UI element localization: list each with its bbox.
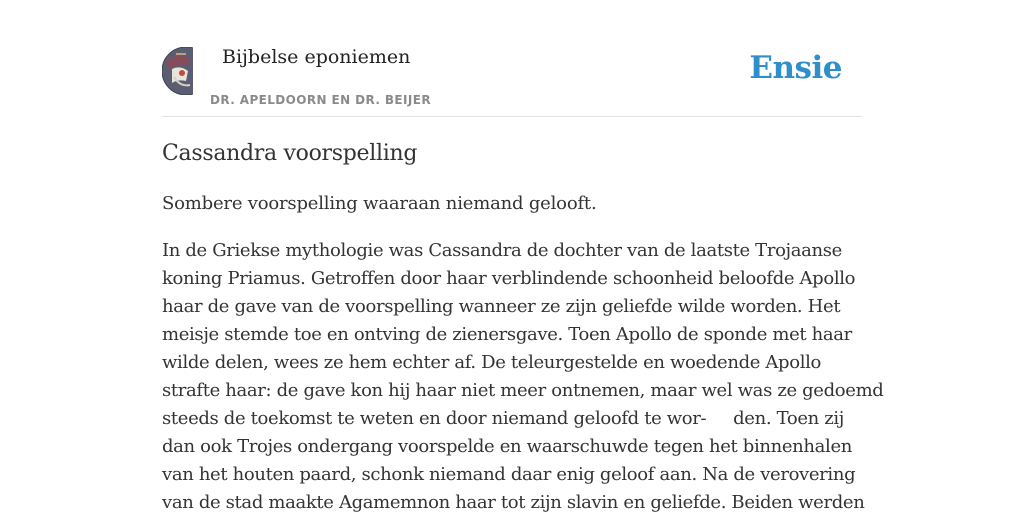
- ensie-logo[interactable]: Ensie: [749, 50, 842, 86]
- source-header: [162, 44, 862, 117]
- body-line: haar de gave van de voorspelling wanneer ze zijn geliefde wilde worden. Het: [162, 296, 841, 317]
- body-line: In de Griekse mythologie was Cassandra de dochter van de laatste Trojaanse: [162, 240, 842, 261]
- body-line: wilde delen, wees ze hem echter af. De teleurgestelde en woedende Apollo: [162, 352, 822, 373]
- body-line: van het houten paard, schonk niemand daar enig geloof aan. Na de verovering: [162, 464, 856, 485]
- book-cover-icon: [162, 47, 193, 95]
- body-line: koning Priamus. Getroffen door haar verblindende schoonheid beloofde Apollo: [162, 268, 856, 289]
- body-line: meisje stemde toe en ontving de zienersgave. Toen Apollo de sponde met haar: [162, 324, 852, 345]
- entry-body: [162, 237, 884, 512]
- body-line: steeds de toekomst te weten en door niemand geloofd te wor- den. Toen zij: [162, 408, 845, 429]
- body-line: strafte haar: de gave kon hij haar niet meer ontnemen, maar wel was ze gedoemd: [162, 380, 884, 401]
- body-line: van de stad maakte Agamemnon haar tot zijn slavin en geliefde. Beiden werden: [162, 492, 865, 512]
- book-title[interactable]: Bijbelse eponiemen: [222, 46, 411, 68]
- body-line: dan ook Trojes ondergang voorspelde en waarschuwde tegen het binnenhalen: [162, 436, 852, 457]
- entry-summary: Sombere voorspelling waaraan niemand gelooft.: [162, 193, 597, 214]
- entry-title: Cassandra voorspelling: [162, 141, 418, 166]
- article: [162, 138, 884, 512]
- book-cover-image[interactable]: [162, 47, 193, 95]
- book-authors: DR. APELDOORN EN DR. BEIJER: [210, 93, 431, 107]
